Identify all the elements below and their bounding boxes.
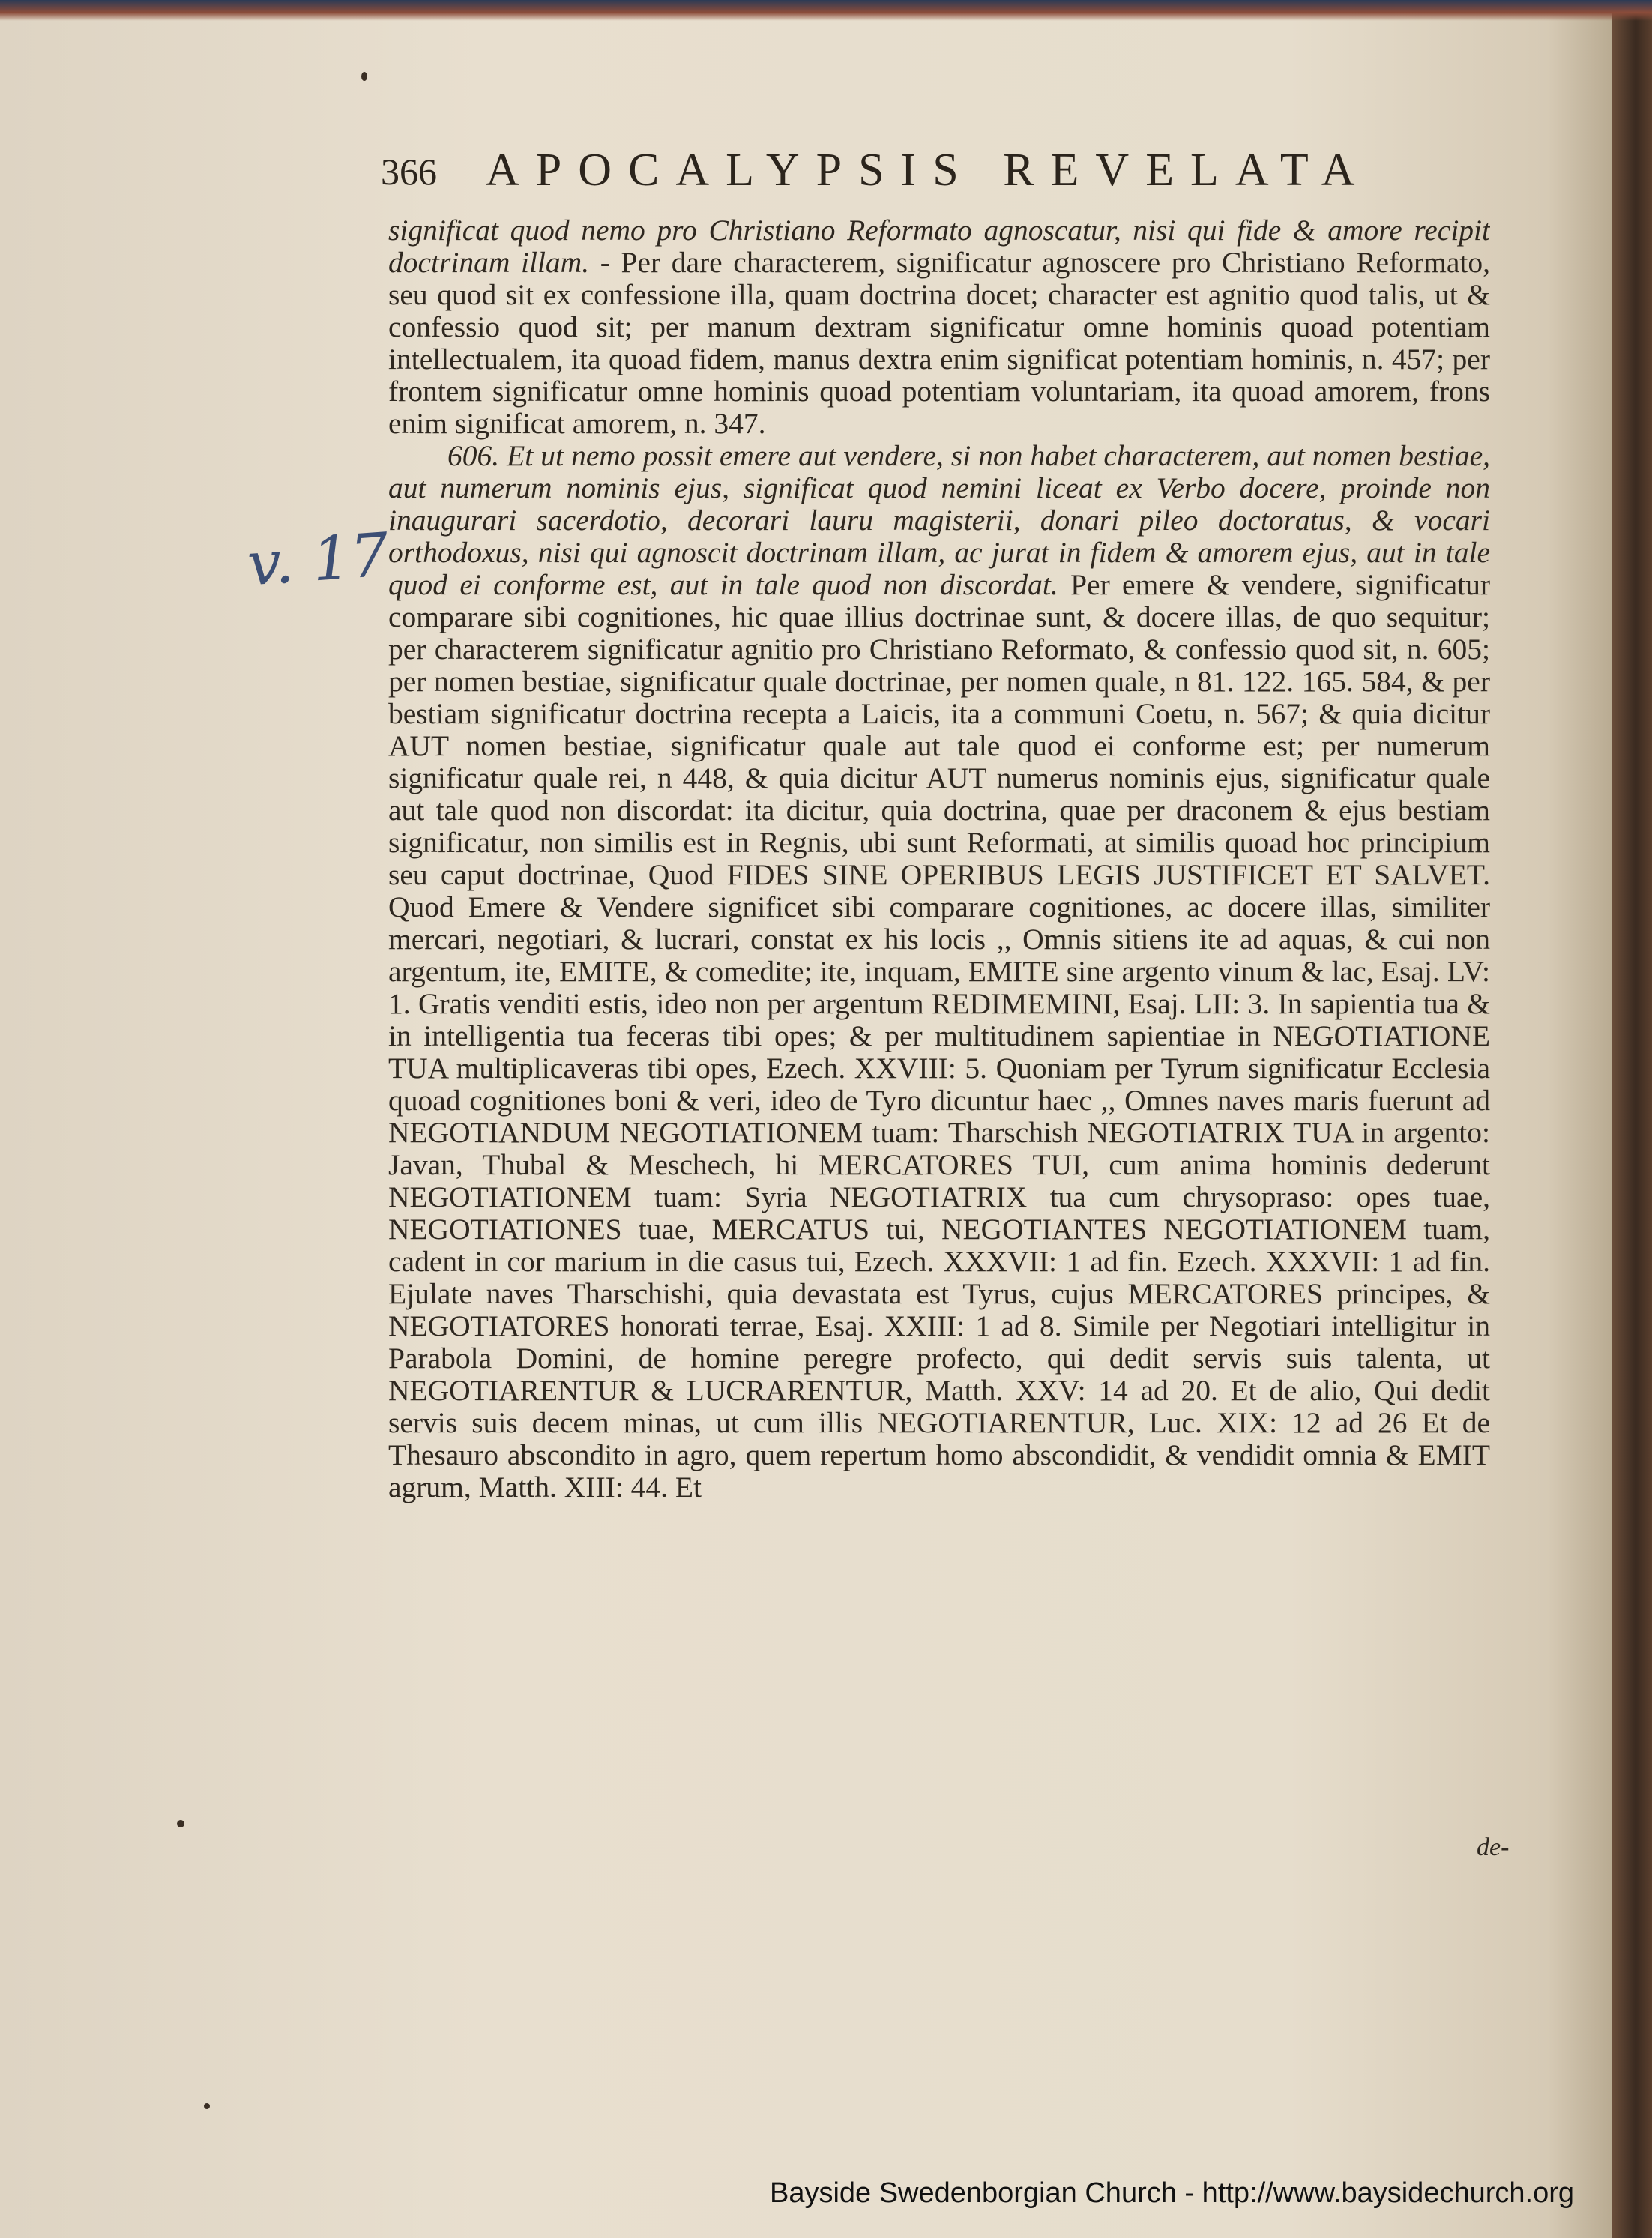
ink-spot — [177, 1820, 184, 1827]
handwritten-margin-note: v. 17 — [244, 519, 391, 600]
main-text — [388, 214, 1490, 1871]
para2-italic: Et ut nemo possit emere aut vendere, si non habet characterem, aut nomen bestiae, aut numerum nominis ejus, significat quod nemini liceat ex Verbo docere, proinde non inaugurari sacerdotio, decorari lauru magisterii, donari pileo doctoratus, & vocari orthodoxus, nisi qui agnoscit doctrinam illam, ac jurat in fidem & amorem ejus, aut in tale quod ei conforme est, aut in tale quod non discordat. — [388, 439, 1490, 601]
catchword: de- — [1477, 1833, 1510, 1861]
credit-stamp: Bayside Swedenborgian Church - http://www.baysidechurch.org — [769, 2177, 1574, 2209]
ink-spot — [361, 72, 367, 81]
book-top-edge — [0, 0, 1652, 21]
ink-spot — [204, 2103, 210, 2109]
book-spine — [1612, 0, 1652, 2238]
para1-italic: significat quod nemo pro Christiano Reformato agnoscatur, nisi qui fide & amore recipit doctrinam illam. — [388, 214, 1490, 279]
page-number: 366 — [381, 151, 437, 193]
para1-text: - Per dare characterem, significatur agnoscere pro Christiano Reformato, seu quod sit ex confessione illa, quam doctrina docet; character est agnitio quod talis, ut & confessio quod sit; per manum dextram significatur omne hominis quoad potentiam intellectualem, ita quoad fidem, manus dextra enim significat potentiam hominis, n. 457; per frontem significatur omne hominis quoad potentiam voluntariam, ita quoad amorem, frons enim significat amorem, n. 347. — [388, 246, 1490, 440]
running-title: APOCALYPSIS REVELATA — [486, 145, 1372, 196]
page-header — [381, 144, 1445, 204]
para2-text: Per emere & vendere, significatur comparare sibi cognitiones, hic quae illius doctrinae sunt, & docere illas, de quo sequitur; per characterem significatur agnitio pro Christiano Reformato, & confessio quod sit, n. 605; per nomen bestiae, significatur quale doctrinae, per nomen quale, n 81. 122. 165. 584, & per bestiam significatur doctrina recepta a Laicis, ita a communi Coetu, n. 567; & quia dicitur AUT nomen bestiae, significatur quale aut tale quod ei conforme est; per numerum significatur quale rei, n 448, & quia dicitur AUT numerus nominis ejus, significatur quale aut tale quod non discordat: ita dicitur, quia doctrina, quae per draconem & ejus bestiam significatur, non similis est in Regnis, ubi sunt Reformati, at similis quoad hoc principium seu caput doctrinae, Quod FIDES SINE OPERIBUS LEGIS JUSTIFICET ET SALVET. Quod Emere & Vendere significet sibi comparare cognitiones, ac docere illas, similiter mercari, negotiari, & lucrari, constat ex his locis ,, Omnis sitiens ite ad aquas, & cui non argentum, ite, EMITE, & comedite; ite, inquam, EMITE sine argento vinum & lac, Esaj. LV: 1. Gratis venditi estis, ideo non per argentum REDIMEMINI, Esaj. LII: 3. In sapientia tua & in intelligentia tua feceras tibi opes; & per multitudinem sapientiae in NEGOTIATIONE TUA multiplicaveras tibi opes, Ezech. XXVIII: 5. Quoniam per Tyrum significatur Ecclesia quoad cognitiones boni & veri, ideo de Tyro dicuntur haec ,, Omnes naves maris fuerunt ad NEGOTIANDUM NEGOTIATIONEM tuam: Tharschish NEGOTIATRIX TUA in argento: Javan, Thubal & Meschech, hi MERCATORES TUI, cum anima hominis dederunt NEGOTIATIONEM tuam: Syria NEGOTIATRIX tua cum chrysopraso: opes tuae, NEGOTIATIONES tuae, MERCATUS tui, NEGOTIANTES NEGOTIATIONEM tuam, cadent in cor marium in die casus tui, Ezech. XXXVII: 1 ad fin. Ezech. XXXVII: 1 ad fin. Ejulate naves Tharschishi, quia devastata est Tyrus, cujus MERCATORES principes, & NEGOTIATORES honorati terrae, Esaj. XXIII: 1 ad 8. Simile per Negotiari intelligitur in Parabola Domini, de homine peregre profecto, qui dedit servis suis talenta, ut NEGOTIARENTUR & LUCRARENTUR, Matth. XXV: 14 ad 20. Et de alio, Qui dedit servis suis decem minas, ut cum illis NEGOTIARENTUR, Luc. XIX: 12 ad 26 Et de Thesauro abscondito in agro, quem repertum homo abscondidit, & vendidit omnia & EMIT agrum, Matth. XIII: 44. Et — [388, 568, 1490, 1503]
paragraph-number: 606. — [447, 439, 500, 472]
